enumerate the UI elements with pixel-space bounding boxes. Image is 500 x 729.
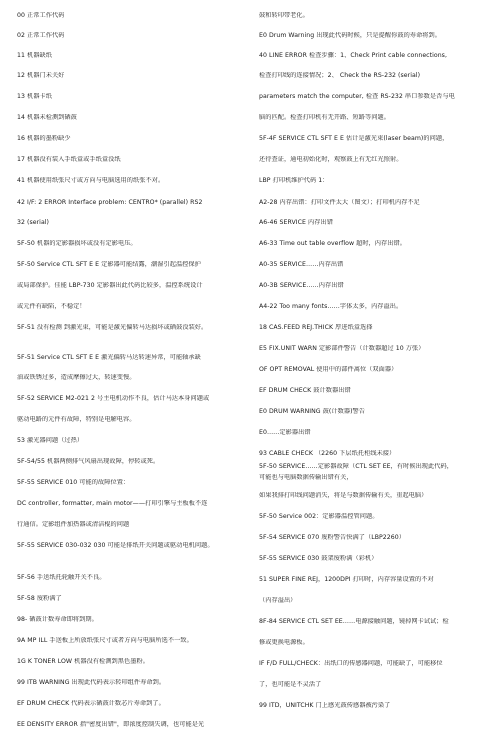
left-column-line: 32 (serial)	[17, 219, 50, 226]
left-column-line: 5F-58 废粉满了	[17, 595, 62, 602]
right-column-line: A4-22 Too many fonts……字体太多，内存溢出。	[259, 303, 403, 310]
left-column-line: 驱动电路的元件有故障，特别是电解电容。	[17, 416, 136, 423]
left-column-line: 5F-50 Service CTL SFT E E 定影器可能结露，潮湿引起温控保护	[17, 261, 201, 268]
right-column-line: A0-3B SERVICE……内存出错	[259, 282, 344, 289]
left-column-line: 5F-56 手送纸托轮触开关不良。	[17, 574, 106, 581]
right-column-line: 可能也与电脑数据传输出错有关，	[259, 474, 353, 481]
left-column-line: EF DRUM CHECK 代码表示硒鼓计数芯片寿命到了。	[17, 700, 165, 707]
right-column-line: A6-46 SERVICE 内存出错	[259, 219, 333, 226]
right-column-line: A6-33 Time out table overflow 超时，内存出错。	[259, 240, 406, 247]
left-column-line: 00 正常工作代码	[17, 12, 65, 19]
right-column-line: 5F-50 SERVICE……定影器故障（CTL SET EE，有时候出现此代码，	[259, 463, 453, 470]
right-column-line: 18 CAS.FEED REJ.THICK 厚进纸盒选择	[259, 324, 373, 331]
left-column-line: 5F-54/55 机器两侧排气风扇出现故障，停转或死。	[17, 458, 160, 465]
left-column-line: 14 机器未检测到硒鼓	[17, 114, 77, 121]
left-column-line: 5F-51 Service CTL SFT E E 激光偏转马达转速异常，可能轴承缺	[17, 354, 201, 361]
right-column-line: E0 Drum Warning 出现此代码时候，只是提醒你鼓的寿命将到。	[259, 32, 441, 39]
left-column-line: 16 机器的墨粉缺少	[17, 135, 71, 142]
right-column-line: 5F-55 SERVICE 030 鼓架废粉满（彩机）	[259, 555, 378, 562]
left-column-line: 17 机器没有装入手纸盒或手纸盒没纸	[17, 156, 121, 163]
right-column-line: 8F-84 SERVICE CTL SET EE……电源接触问题，镜掉网卡试试；检	[259, 618, 449, 625]
right-column-line: A2-28 内存出错：打印文件太大（图文）；打印机内存不足	[259, 199, 420, 206]
left-column-line: 9A MP ILL 手送板上所放纸张尺寸或者方向与电脑所选不一致。	[17, 637, 193, 644]
right-column-line: （内存溢出）	[259, 597, 297, 604]
right-column-line: parameters match the computer, 检查 RS-232 串口参数是否与电	[259, 93, 455, 100]
left-column-line: 行通信。定影组件加热器或清洁棍的问题	[17, 521, 130, 528]
right-column-line: A0-35 SERVICE……内存出错	[259, 261, 344, 268]
left-column-line: 02 正常工作代码	[17, 32, 65, 39]
left-column-line: 油或铁锈过多，造成摩擦过大，转速变慢。	[17, 374, 136, 381]
left-column-line: 42 I/F: 2 ERROR Interface problem: CENTRO* (parallel) RS2	[17, 199, 203, 206]
left-column-line: 41 机器使用纸张尺寸或方向与电脑选用的纸张不对。	[17, 177, 165, 184]
right-column-line: 还待查证，通电初始化时，观察鼓上有无红光照射。	[259, 156, 403, 163]
left-column-line: 或元件有缺陷，不稳定！	[17, 303, 86, 310]
left-column-line: 5F-51 没有检测 到激光束，可能是激光偏转马达损坏或硒鼓没装好。	[17, 324, 208, 331]
right-column-line: E5 FIX.UNIT WARN 定影部件警告（计数器超过 10 万张）	[259, 345, 425, 352]
right-column-line: 99 ITD，UNITCHK 门上感光鼓传感器被污染了	[259, 702, 391, 709]
right-column-line: 了，也可能是不灵活了	[259, 681, 322, 688]
right-column-line: 5F-50 Service 002：定影器温控管问题。	[259, 513, 379, 520]
right-column-line: 51 SUPER FINE REJ，1200DPI 打印时，内存容量设置的不对	[259, 576, 434, 583]
left-column-line: DC controller, formatter, main motor——打印引擎与主板板不连	[17, 500, 208, 507]
left-column-line: 1G K TONER LOW 机器没有检测到黑色墨粉。	[17, 658, 149, 665]
right-column-line: LBP 打印机维护代码 1：	[259, 177, 329, 184]
right-column-line: EF DRUM CHECK 鼓计数器出错	[259, 387, 351, 394]
right-column-line: 5F-4F SERVICE CTL SFT E E 估计是激光束(laser beam)的问题，	[259, 135, 449, 142]
left-column-line: 11 机器缺纸	[17, 52, 52, 59]
right-column-line: 5F-54 SERVICE 070 废粉警告快满了（LBP2260）	[259, 534, 405, 541]
left-column-line: 5F-55 SERVICE 030-032 030 可能是排纸开关问题或驱动电机问题。	[17, 542, 214, 549]
right-column-line: 脑的匹配。检查打印机有无开路、短路等问题。	[259, 114, 390, 121]
left-column-line: 或局部保护。佳能 LBP-730 定影器出此代码比较多，温控系统设计	[17, 282, 203, 289]
right-column-line: IF F/D FULL/CHECK：出纸口的传感器问题，可能缺了，可能移位	[259, 660, 443, 667]
right-column-line: 修或更换电源板。	[259, 639, 309, 646]
right-column-line: 40 LINE ERROR 检查步骤：1、Check Print cable connections,	[259, 52, 447, 59]
left-column-line: 53 激光器问题（过热）	[17, 437, 84, 444]
left-column-line: 5F-50 机器的定影器损坏或没有定影电压。	[17, 240, 137, 247]
left-column-line: 5F-52 SERVICE M2-021 2 号主电机动作不良，估计马达本身问题或	[17, 395, 210, 402]
right-column-line: E0 DRUM WARNING 鼓(计数器)警告	[259, 408, 366, 415]
left-column-line: 98- 硒鼓计数寿命即将到期。	[17, 616, 98, 623]
right-column-line: E0……定影器出错	[259, 429, 311, 436]
left-column-line: 13 机器卡纸	[17, 93, 52, 100]
left-column-line: 12 机器门未关好	[17, 72, 65, 79]
right-column-line: OF OPT REMOVAL 使用中的部件离位（双面器）	[259, 366, 398, 373]
right-column-line: 鼓和转印带老化。	[259, 12, 309, 19]
left-column-line: 5F-55 SERVICE 010 可能的故障位置：	[17, 479, 130, 486]
right-column-line: 93 CABLE CHECK （2260 下层纸托柜线未接）	[259, 450, 396, 457]
right-column-line: 如果我排打印线问题消失，将是与数据传输有关，重起电脑）	[259, 492, 428, 499]
left-column-line: 99 ITB WARNING 出现此代码表示转印组件寿命到。	[17, 679, 166, 686]
left-column-line: EE DENSITY ERROR 指"密度出错"，即浓度控制失调，也可能是光	[17, 721, 205, 728]
right-column-line: 检查打印线的连接情况；2、 Check the RS-232 (serial)	[259, 72, 421, 79]
